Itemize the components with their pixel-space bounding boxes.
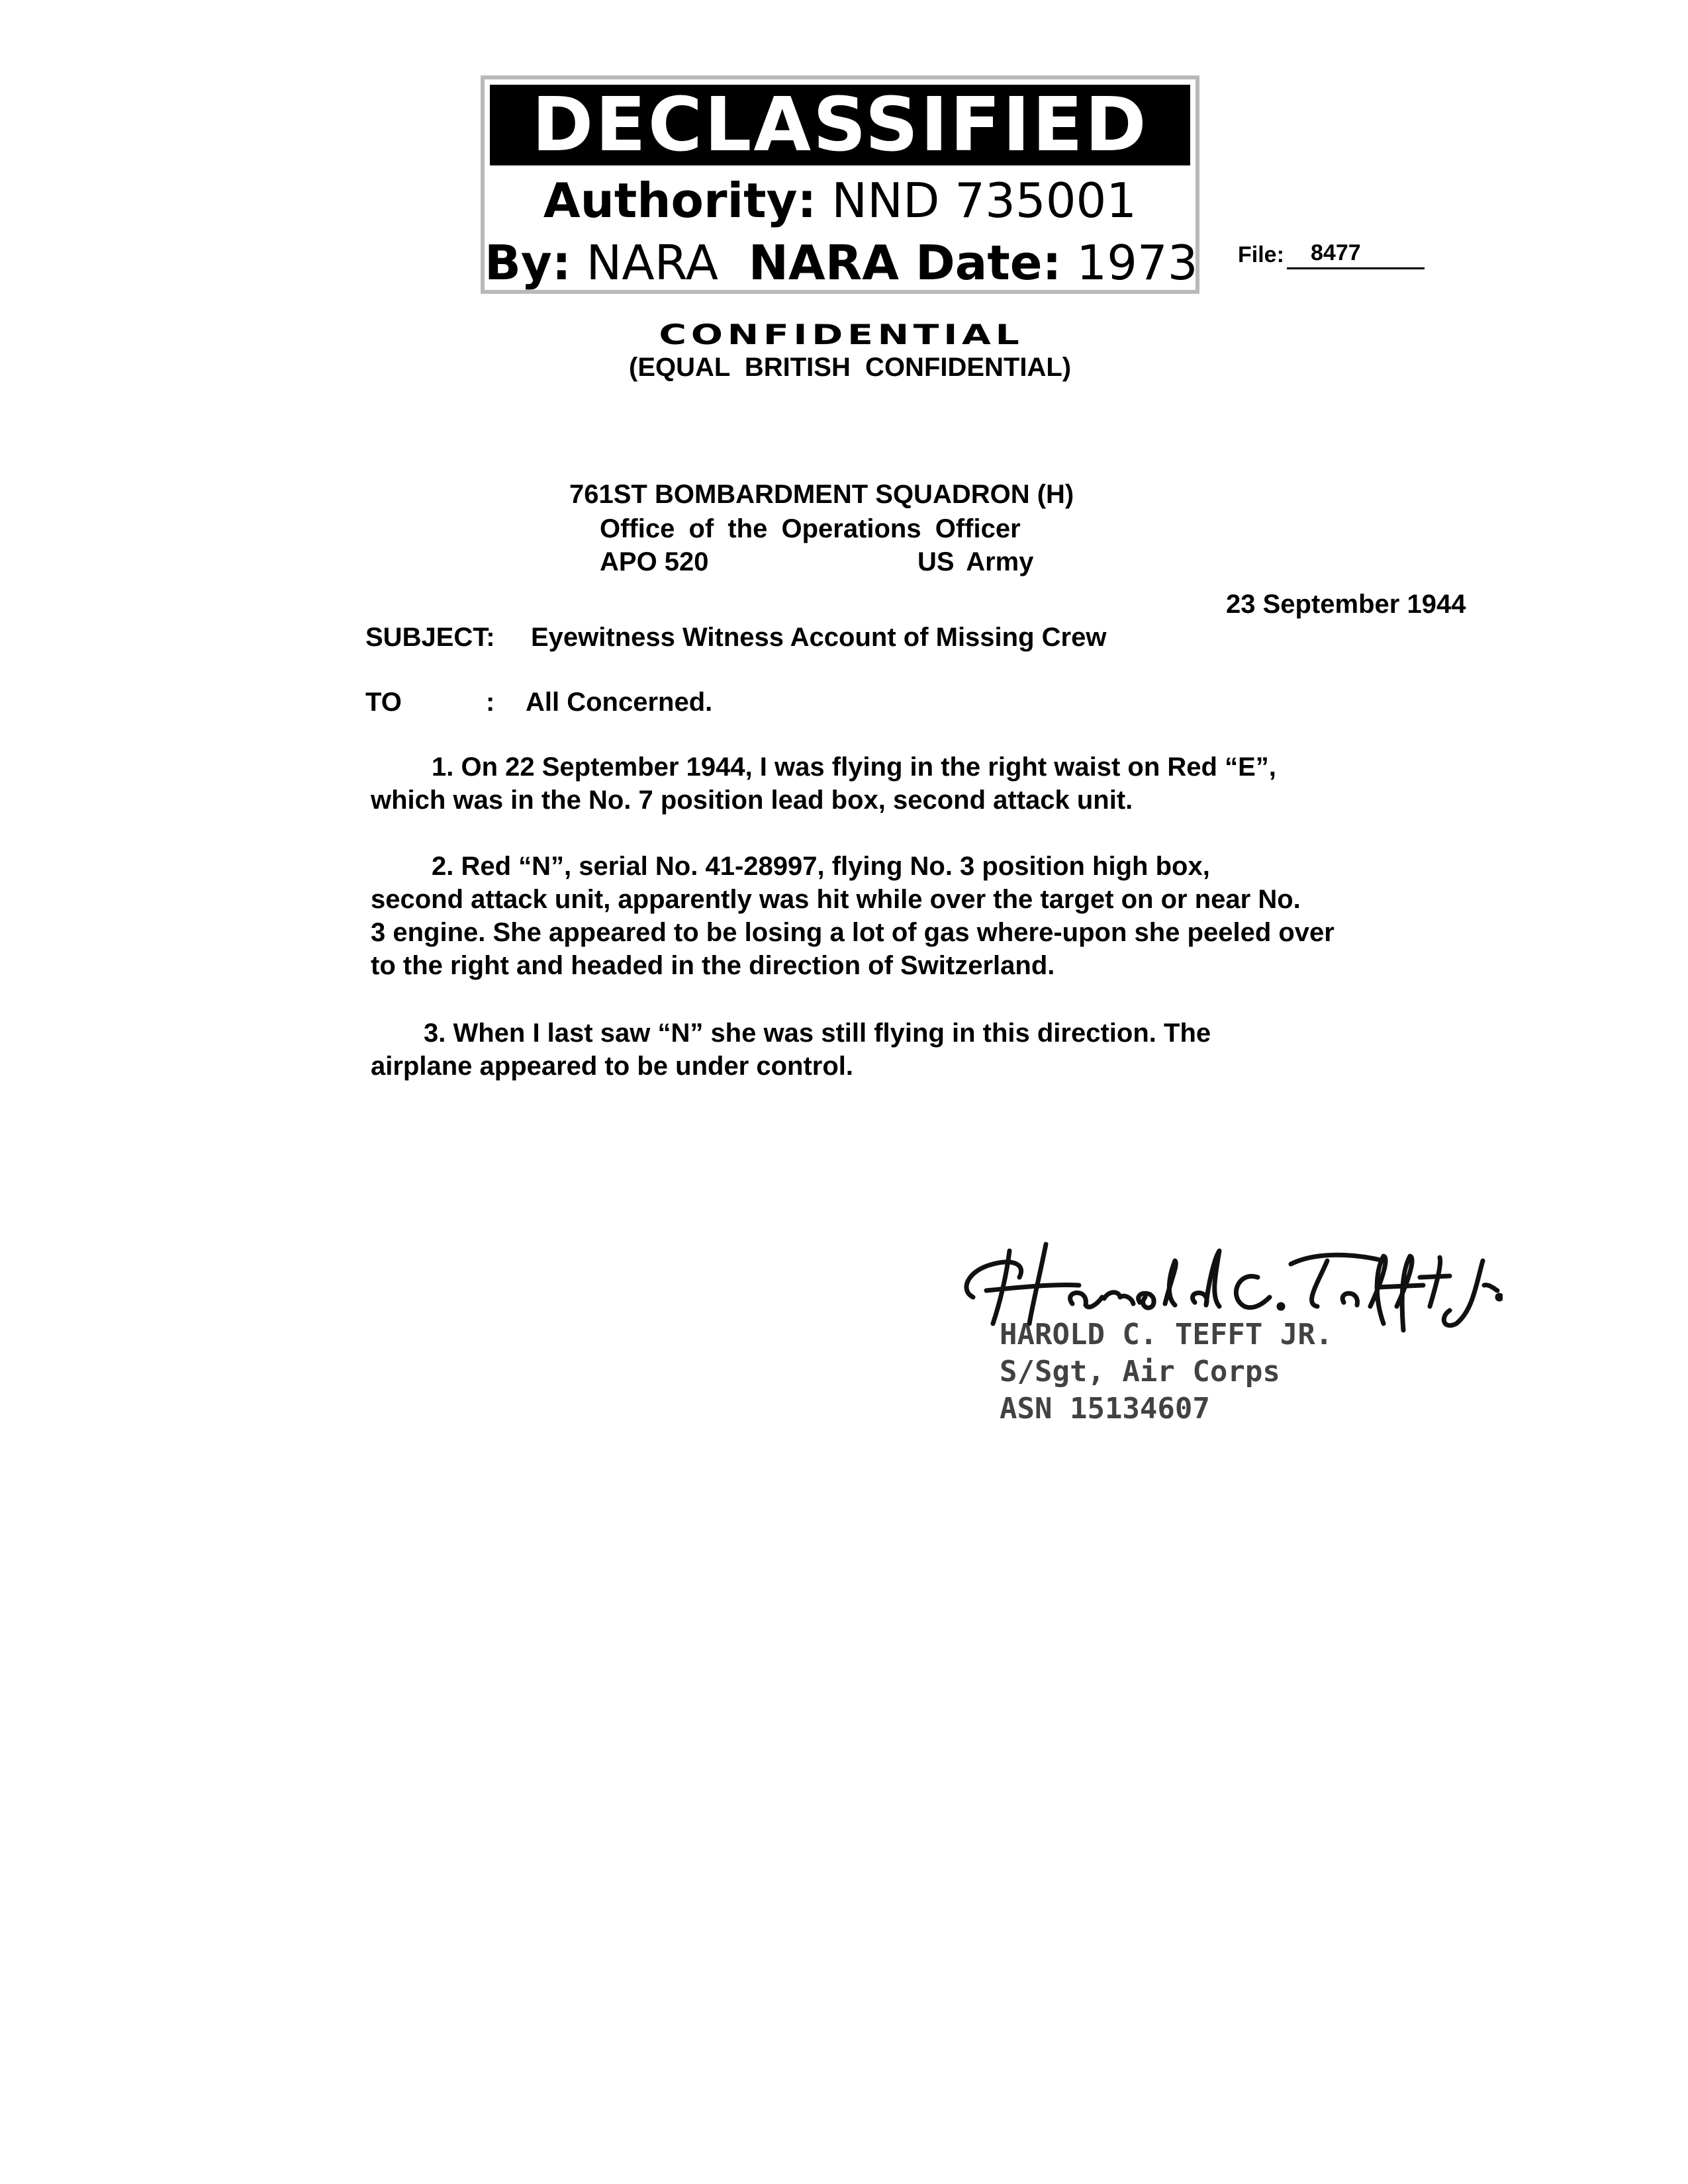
to-value: All Concerned. — [526, 688, 713, 717]
paragraph-1 — [371, 751, 1403, 817]
paragraph-line: which was in the No. 7 position lead box, second attack unit. — [371, 786, 1133, 815]
paragraph-line: to the right and headed in the direction of Switzerland. — [371, 951, 1055, 980]
stamp-title: DECLASSIFIED — [490, 85, 1190, 165]
signatory-rank: S/Sgt, Air Corps — [1000, 1355, 1280, 1388]
signature-block — [947, 1224, 1503, 1443]
to-label: TO — [365, 688, 402, 717]
signatory-name: HAROLD C. TEFFT JR. — [1000, 1318, 1333, 1351]
paragraph-line: 1. On 22 September 1944, I was flying in the right waist on Red “E”, — [432, 752, 1276, 782]
paragraph-line: 3 engine. She appeared to be losing a lot of gas where-upon she peeled over — [371, 918, 1335, 947]
stamp-authority-label: Authority: — [543, 173, 817, 228]
stamp-by-label: By: — [485, 235, 571, 291]
document-date: 23 September 1944 — [1226, 590, 1466, 619]
signatory-asn: ASN 15134607 — [1000, 1392, 1210, 1426]
letterhead-apo: APO 520 — [600, 547, 709, 576]
file-label: File: — [1238, 242, 1284, 267]
paragraph-line: 3. When I last saw “N” she was still flying in this direction. The — [424, 1019, 1211, 1048]
file-number: 8477 — [1287, 238, 1425, 269]
paragraph-2 — [371, 850, 1403, 982]
classification-subtitle: (EQUAL BRITISH CONFIDENTIAL) — [629, 353, 1072, 382]
classification-title: CONFIDENTIAL — [659, 318, 1024, 351]
stamp-authority-value: NND 735001 — [831, 173, 1137, 228]
declassified-stamp — [481, 75, 1199, 294]
stamp-date-label: NARA Date: — [748, 235, 1062, 291]
stamp-by-line — [485, 233, 1196, 293]
paragraph-line: 2. Red “N”, serial No. 41-28997, flying No. 3 position high box, — [432, 852, 1210, 881]
paragraph-line: airplane appeared to be under control. — [371, 1052, 854, 1081]
letterhead-army: US Army — [917, 547, 1034, 576]
subject-label: SUBJECT: — [365, 623, 495, 652]
stamp-date-value: 1973 — [1076, 235, 1198, 291]
to-colon: : — [486, 688, 495, 717]
stamp-by-value: NARA — [586, 235, 718, 291]
paragraph-3 — [371, 1017, 1403, 1083]
stamp-authority-line — [485, 171, 1196, 230]
letterhead-office: Office of the Operations Officer — [600, 514, 1021, 543]
subject-value: Eyewitness Witness Account of Missing Crew — [531, 623, 1107, 652]
paragraph-line: second attack unit, apparently was hit while over the target on or near No. — [371, 885, 1301, 914]
letterhead-unit: 761ST BOMBARDMENT SQUADRON (H) — [569, 480, 1074, 509]
